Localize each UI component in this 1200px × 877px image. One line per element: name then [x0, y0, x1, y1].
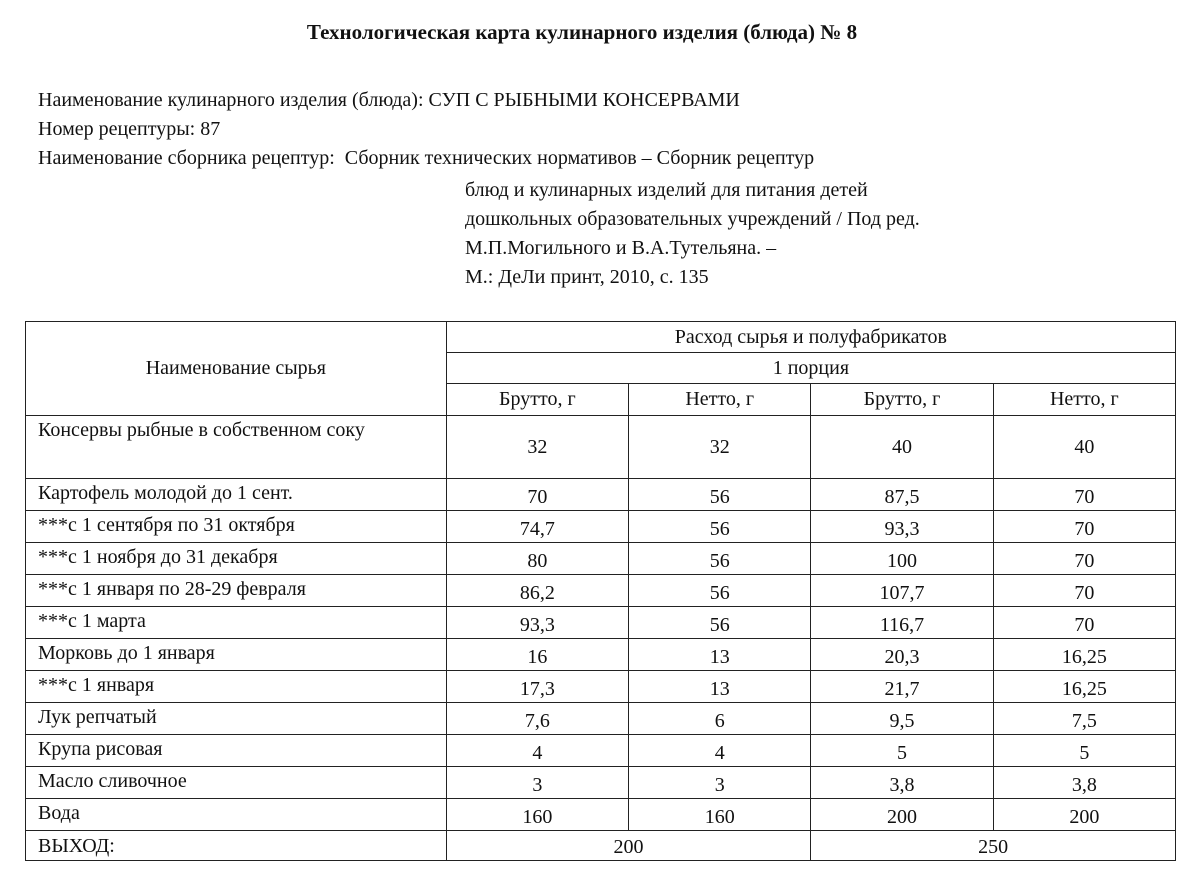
page-title: Технологическая карта кулинарного изделия (блюда) № 8	[306, 20, 858, 44]
ingredient-value: 3	[629, 767, 811, 799]
table-row	[26, 416, 1176, 479]
table-row	[26, 671, 1176, 703]
collection-text-line: М.П.Могильного и В.А.Тутельяна. –	[465, 237, 777, 259]
ingredient-value: 7,5	[993, 703, 1175, 735]
table-row	[26, 735, 1176, 767]
ingredient-value: 13	[629, 639, 811, 671]
ingredient-value: 7,6	[446, 703, 628, 735]
header-gross-1: Брутто, г	[446, 384, 628, 416]
collection-text-line: блюд и кулинарных изделий для питания детей	[465, 179, 868, 201]
ingredient-name: ***с 1 сентября по 31 октября	[26, 511, 447, 543]
ingredient-value: 80	[446, 543, 628, 575]
ingredient-name: Масло сливочное	[26, 767, 447, 799]
ingredient-value: 100	[811, 543, 993, 575]
ingredient-value: 32	[629, 416, 811, 479]
ingredient-value: 4	[446, 735, 628, 767]
ingredient-value: 16	[446, 639, 628, 671]
ingredient-value: 56	[629, 479, 811, 511]
ingredient-value: 32	[446, 416, 628, 479]
ingredient-value: 3,8	[811, 767, 993, 799]
header-net-1: Нетто, г	[629, 384, 811, 416]
table-header-row	[26, 322, 1176, 353]
collection-text-line: дошкольных образовательных учреждений / Под ред.	[465, 208, 920, 230]
ingredient-name: ***с 1 января	[26, 671, 447, 703]
ingredient-value: 56	[629, 511, 811, 543]
table-row	[26, 639, 1176, 671]
dish-value: СУП С РЫБНЫМИ КОНСЕРВАМИ	[428, 89, 740, 111]
ingredient-value: 107,7	[811, 575, 993, 607]
ingredient-value: 20,3	[811, 639, 993, 671]
ingredient-name: ***с 1 ноября до 31 декабря	[26, 543, 447, 575]
ingredient-name: Консервы рыбные в собственном соку	[26, 416, 447, 479]
header-gross-2: Брутто, г	[811, 384, 993, 416]
recipe-number-line	[38, 115, 814, 144]
ingredient-value: 17,3	[446, 671, 628, 703]
header-ingredient-name: Наименование сырья	[26, 322, 447, 416]
ingredient-name: Крупа рисовая	[26, 735, 447, 767]
ingredient-name: ***с 1 января по 28-29 февраля	[26, 575, 447, 607]
dish-label: Наименование кулинарного изделия (блюда):	[38, 89, 424, 111]
output-row	[26, 831, 1176, 861]
ingredient-value: 70	[993, 575, 1175, 607]
ingredient-value: 56	[629, 607, 811, 639]
table-row	[26, 607, 1176, 639]
recipe-number-value: 87	[200, 118, 221, 140]
ingredient-value: 56	[629, 543, 811, 575]
collection-label: Наименование сборника рецептур:	[38, 147, 335, 169]
header-portion: 1 порция	[446, 353, 1175, 384]
table-row	[26, 799, 1176, 831]
ingredient-value: 9,5	[811, 703, 993, 735]
output-value-2: 250	[811, 831, 1176, 861]
output-label: ВЫХОД:	[26, 831, 447, 861]
table-row	[26, 479, 1176, 511]
ingredient-name: Картофель молодой до 1 сент.	[26, 479, 447, 511]
ingredient-value: 21,7	[811, 671, 993, 703]
ingredient-value: 200	[811, 799, 993, 831]
table-body	[26, 416, 1176, 831]
ingredient-value: 70	[993, 607, 1175, 639]
ingredient-name: Лук репчатый	[26, 703, 447, 735]
table-row	[26, 575, 1176, 607]
ingredient-value: 16,25	[993, 671, 1175, 703]
collection-line	[38, 144, 814, 173]
ingredient-value: 6	[629, 703, 811, 735]
ingredient-value: 13	[629, 671, 811, 703]
table-row	[26, 703, 1176, 735]
ingredient-name: ***с 1 марта	[26, 607, 447, 639]
ingredient-value: 70	[993, 479, 1175, 511]
table-row	[26, 511, 1176, 543]
ingredient-value: 70	[446, 479, 628, 511]
ingredient-value: 16,25	[993, 639, 1175, 671]
ingredient-value: 74,7	[446, 511, 628, 543]
table-row	[26, 543, 1176, 575]
document-meta	[38, 86, 814, 173]
header-consumption: Расход сырья и полуфабрикатов	[446, 322, 1175, 353]
ingredients-table	[25, 321, 1176, 861]
ingredient-value: 87,5	[811, 479, 993, 511]
ingredient-name: Вода	[26, 799, 447, 831]
ingredient-value: 40	[993, 416, 1175, 479]
ingredient-value: 3,8	[993, 767, 1175, 799]
ingredient-value: 56	[629, 575, 811, 607]
ingredient-value: 3	[446, 767, 628, 799]
output-value-1: 200	[446, 831, 811, 861]
ingredient-value: 116,7	[811, 607, 993, 639]
ingredient-value: 70	[993, 511, 1175, 543]
collection-continuation	[465, 176, 920, 292]
ingredient-value: 93,3	[811, 511, 993, 543]
ingredient-value: 86,2	[446, 575, 628, 607]
header-net-2: Нетто, г	[993, 384, 1175, 416]
ingredient-value: 40	[811, 416, 993, 479]
ingredient-value: 160	[629, 799, 811, 831]
collection-text-line: Сборник технических нормативов – Сборник рецептур	[344, 147, 815, 169]
ingredient-value: 5	[993, 735, 1175, 767]
ingredient-value: 70	[993, 543, 1175, 575]
ingredient-value: 160	[446, 799, 628, 831]
ingredient-value: 200	[993, 799, 1175, 831]
dish-line	[38, 86, 814, 115]
collection-text-line: М.: ДеЛи принт, 2010, с. 135	[465, 266, 709, 288]
ingredient-value: 4	[629, 735, 811, 767]
ingredient-value: 93,3	[446, 607, 628, 639]
recipe-number-label: Номер рецептуры:	[38, 118, 196, 140]
ingredient-value: 5	[811, 735, 993, 767]
ingredient-name: Морковь до 1 января	[26, 639, 447, 671]
table-row	[26, 767, 1176, 799]
